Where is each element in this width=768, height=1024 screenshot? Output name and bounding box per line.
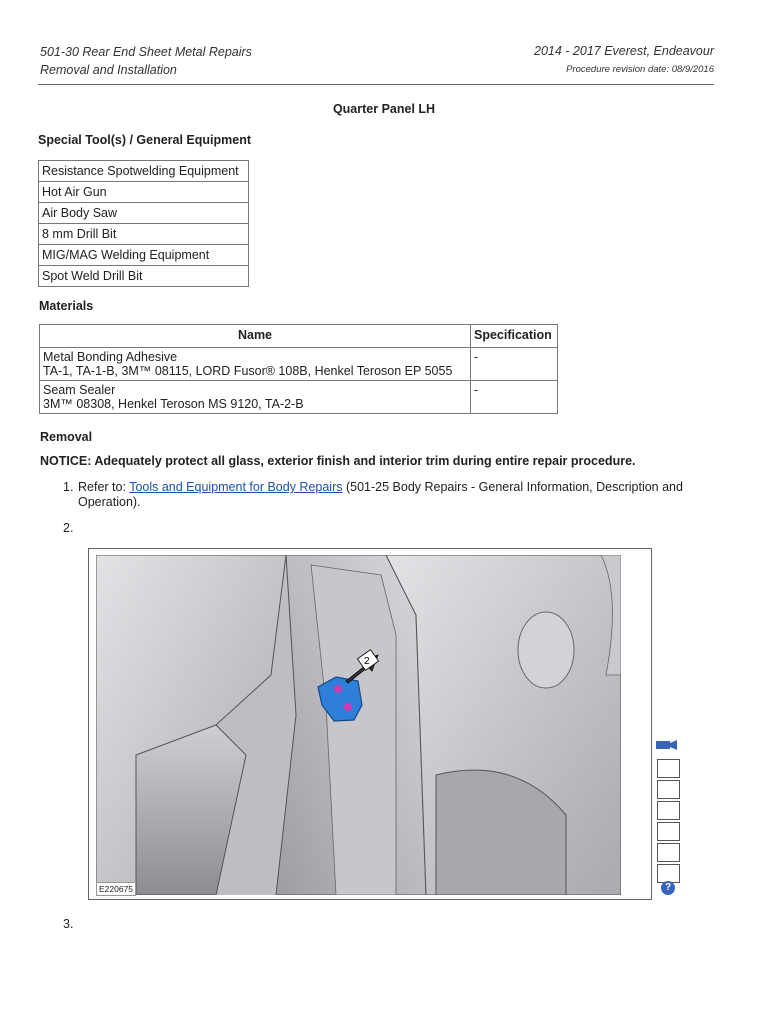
tool-item: Air Body Saw xyxy=(39,203,249,224)
header-divider xyxy=(38,84,714,85)
removal-heading: Removal xyxy=(40,430,93,444)
column-header-name: Name xyxy=(40,325,471,348)
tool-item: Hot Air Gun xyxy=(39,182,249,203)
quarter-panel-illustration xyxy=(96,555,621,895)
column-header-spec: Specification xyxy=(471,325,558,348)
control-box[interactable] xyxy=(657,843,680,862)
material-cell xyxy=(40,381,471,414)
material-detail: 3M™ 08308, Henkel Teroson MS 9120, TA-2-B xyxy=(43,397,304,411)
revision-date: Procedure revision date: 08/9/2016 xyxy=(566,64,714,75)
material-cell xyxy=(40,348,471,381)
section-title: 501-30 Rear End Sheet Metal Repairs xyxy=(40,45,252,59)
header-left xyxy=(40,45,252,77)
tool-item: MIG/MAG Welding Equipment xyxy=(39,245,249,266)
tool-item: Spot Weld Drill Bit xyxy=(39,266,249,287)
figure-controls xyxy=(657,759,680,885)
tool-item: Resistance Spotwelding Equipment xyxy=(39,161,249,182)
header-right xyxy=(534,44,714,75)
table-row xyxy=(39,224,249,245)
table-row xyxy=(39,182,249,203)
step-number: 2. xyxy=(63,521,74,535)
table-row xyxy=(39,161,249,182)
materials-table xyxy=(39,324,558,414)
vehicle-range: 2014 - 2017 Everest, Endeavour xyxy=(534,44,714,58)
tools-heading: Special Tool(s) / General Equipment xyxy=(38,133,252,147)
control-box[interactable] xyxy=(657,759,680,778)
step-number: 3. xyxy=(63,917,74,931)
material-spec: - xyxy=(471,348,558,381)
control-box[interactable] xyxy=(657,801,680,820)
notice-text: NOTICE: Adequately protect all glass, exterior finish and interior trim during entire repair procedure. xyxy=(40,454,636,468)
step-suffix: (501-25 Body Repairs - General Information, Description and Operation). xyxy=(78,480,683,509)
tools-table xyxy=(38,160,249,287)
figure-callout: 2 xyxy=(364,656,370,667)
figure-illustration xyxy=(96,555,621,895)
material-name: Seam Sealer xyxy=(43,383,116,397)
material-spec: - xyxy=(471,381,558,414)
tools-equipment-link[interactable]: Tools and Equipment for Body Repairs xyxy=(129,480,343,494)
material-detail: TA-1, TA-1-B, 3M™ 08115, LORD Fusor® 108B, Henkel Teroson EP 5055 xyxy=(43,364,453,378)
material-name: Metal Bonding Adhesive xyxy=(43,350,178,364)
table-header-row xyxy=(40,325,558,348)
subsection-title: Removal and Installation xyxy=(40,63,177,77)
control-box[interactable] xyxy=(657,780,680,799)
table-row xyxy=(39,245,249,266)
control-box[interactable] xyxy=(657,822,680,841)
table-row xyxy=(39,266,249,287)
camera-icon[interactable] xyxy=(655,739,679,751)
step-number: 1. xyxy=(63,480,74,494)
table-row xyxy=(39,203,249,224)
step-prefix: Refer to: xyxy=(78,480,130,494)
table-row xyxy=(40,348,558,381)
tool-item: 8 mm Drill Bit xyxy=(39,224,249,245)
help-icon[interactable]: ? xyxy=(661,881,675,895)
page-title: Quarter Panel LH xyxy=(332,102,436,116)
step-1-text xyxy=(78,480,713,510)
table-row xyxy=(40,381,558,414)
materials-heading: Materials xyxy=(39,299,94,313)
figure-label: E220675 xyxy=(96,882,136,896)
